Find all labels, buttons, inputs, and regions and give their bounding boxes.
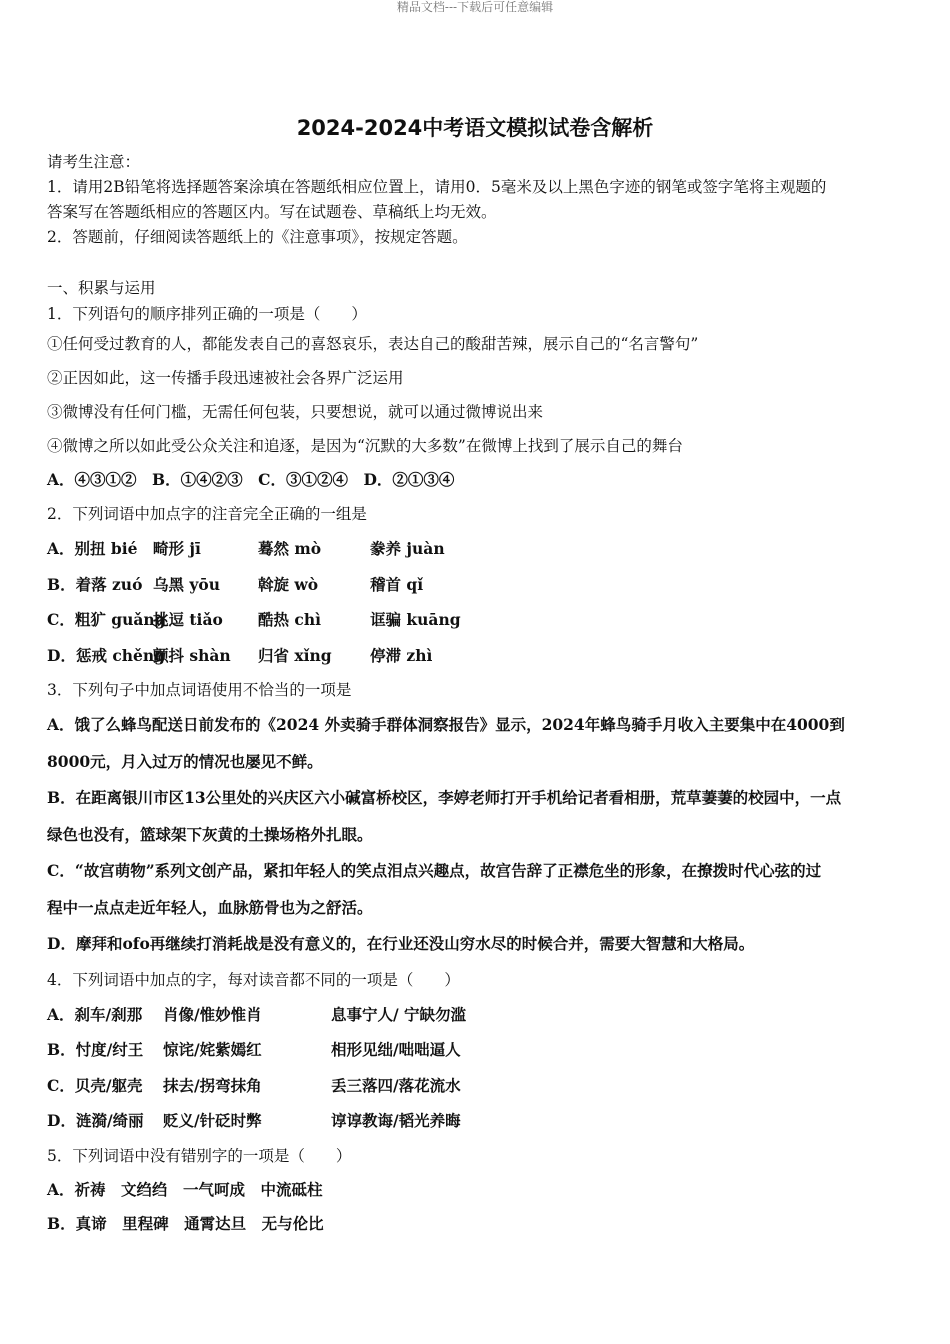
q5-option-a: A．祈祷 文绉绉 一气呵成 中流砥柱 xyxy=(47,1179,323,1199)
q4-c-pair-1: C．贝壳/躯壳 xyxy=(47,1075,143,1095)
q2-c-word-4: 诓骗 kuāng xyxy=(370,610,461,629)
notice-item-2: 2．答题前，仔细阅读答题纸上的《注意事项》，按规定答题。 xyxy=(47,228,468,246)
q1-options: A．④③①② B．①④②③ C．③①②④ D．②①③④ xyxy=(47,470,455,489)
q4-b-pair-1: B．忖度/纣王 xyxy=(47,1040,144,1059)
q2-option-c xyxy=(47,602,907,638)
q3-option-a-line-2: 8000元，月入过万的情况也屡见不鲜。 xyxy=(47,751,323,771)
q2-c-word-1: C．粗犷 guǎng xyxy=(47,610,166,629)
q2-a-word-3: 蓦然 mò xyxy=(258,539,322,558)
notice-item-1a: 1．请用2B铅笔将选择题答案涂填在答题纸相应位置上，请用0．5毫米及以上黑色字迹的钢笔或签字笔将主观题的 xyxy=(47,178,827,196)
notice-item-1b: 答案写在答题纸相应的答题区内。写在试题卷、草稿纸上均无效。 xyxy=(47,203,497,221)
q1-sentence-1: ①任何受过教育的人，都能发表自己的喜怒哀乐，表达自己的酸甜苦辣，展示自己的“名言警句” xyxy=(47,335,699,353)
q2-b-word-3: 斡旋 wò xyxy=(258,574,319,594)
q3-option-d: D．摩拜和ofo再继续打消耗战是没有意义的，在行业还没山穷水尽的时候合并，需要大智慧和大格局。 xyxy=(47,934,755,953)
page-header: 精品文档---下载后可任意编辑 xyxy=(396,0,554,14)
q4-b-pair-2: 惊诧/姹紫嫣红 xyxy=(163,1040,262,1059)
q2-option-d xyxy=(47,638,907,674)
notice-heading: 请考生注意： xyxy=(47,153,141,171)
q4-d-pair-3: 谆谆教诲/韬光养晦 xyxy=(331,1111,461,1130)
q3-option-b-line-1: B．在距离银川市区13公里处的兴庆区六小碱富桥校区，李婷老师打开手机给记者看相册，荒草萋萋的校园中，一点 xyxy=(47,788,842,807)
q4-c-pair-2: 抹去/拐弯抹角 xyxy=(163,1075,262,1095)
q2-a-word-4: 豢养 juàn xyxy=(370,539,445,558)
q2-stem: 2．下列词语中加点字的注音完全正确的一组是 xyxy=(47,505,367,523)
q1-sentence-4: ④微博之所以如此受公众关注和追逐，是因为“沉默的大多数”在微博上找到了展示自己的舞台 xyxy=(47,437,683,455)
q3-stem: 3．下列句子中加点词语使用不恰当的一项是 xyxy=(47,681,352,699)
q3-option-a-line-1: A．饿了么蜂鸟配送日前发布的《2024 外卖骑手群体洞察报告》显示，2024年蜂鸟骑手月收入主要集中在4000到 xyxy=(47,715,845,734)
q5-stem: 5．下列词语中没有错别字的一项是（ ） xyxy=(47,1146,352,1165)
notice-block xyxy=(47,150,907,250)
q4-a-pair-1: A．刹车/刹那 xyxy=(47,1004,143,1024)
q2-a-word-2: 畸形 jī xyxy=(153,539,201,558)
q2-d-word-3: 归省 xǐng xyxy=(258,645,332,665)
section-heading: 一、积累与运用 xyxy=(47,279,156,297)
exam-content xyxy=(47,150,907,1241)
q2-b-word-1: B．着落 zuó xyxy=(47,574,143,594)
q2-d-word-1: D．惩戒 chěng xyxy=(47,645,166,665)
q4-option-d xyxy=(47,1103,907,1139)
q3-option-c-line-1: C．“故宫萌物”系列文创产品，紧扣年轻人的笑点泪点兴趣点，故宫告辞了正襟危坐的形象，在撩拨时代心弦的过 xyxy=(47,861,822,880)
q4-option-a xyxy=(47,997,907,1033)
q1-sentence-3: ③微博没有任何门槛，无需任何包装，只要想说，就可以通过微博说出来 xyxy=(47,403,544,421)
q1-sentence-2: ②正因如此，这一传播手段迅速被社会各界广泛运用 xyxy=(47,369,404,387)
q4-option-b xyxy=(47,1032,907,1068)
q2-c-word-2: 挑逗 tiǎo xyxy=(153,610,223,629)
q2-d-word-4: 停滞 zhì xyxy=(370,645,433,665)
q4-a-pair-3: 息事宁人/ 宁缺勿滥 xyxy=(331,1004,467,1024)
q2-d-word-2: 颤抖 shàn xyxy=(153,645,231,665)
q2-b-word-2: 乌黑 yōu xyxy=(153,574,221,594)
q2-option-a xyxy=(47,531,907,567)
q4-stem: 4．下列词语中加点的字，每对读音都不同的一项是（ ） xyxy=(47,970,460,989)
q4-b-pair-3: 相形见绌/咄咄逼人 xyxy=(331,1040,461,1059)
q4-option-c xyxy=(47,1068,907,1104)
q3-option-c-line-2: 程中一点点走近年轻人，血脉筋骨也为之舒活。 xyxy=(47,897,373,917)
q4-d-pair-1: D．涟漪/绮丽 xyxy=(47,1111,144,1130)
q1-stem: 1．下列语句的顺序排列正确的一项是（ ） xyxy=(47,305,367,323)
q2-b-word-4: 稽首 qǐ xyxy=(370,574,424,594)
q2-option-b xyxy=(47,567,907,603)
page-title: 2024-2024中考语文模拟试卷含解析 xyxy=(296,116,654,140)
q5-option-b: B．真谛 里程碑 通霄达旦 无与伦比 xyxy=(47,1213,324,1233)
q4-c-pair-3: 丢三落四/落花流水 xyxy=(331,1075,461,1095)
q2-a-word-1: A．别扭 bié xyxy=(47,539,138,558)
q4-a-pair-2: 肖像/惟妙惟肖 xyxy=(163,1004,262,1024)
q3-option-b-line-2: 绿色也没有，篮球架下灰黄的土操场格外扎眼。 xyxy=(47,824,373,844)
q2-c-word-3: 酷热 chì xyxy=(258,610,321,629)
q4-d-pair-2: 贬义/针砭时弊 xyxy=(163,1111,262,1130)
